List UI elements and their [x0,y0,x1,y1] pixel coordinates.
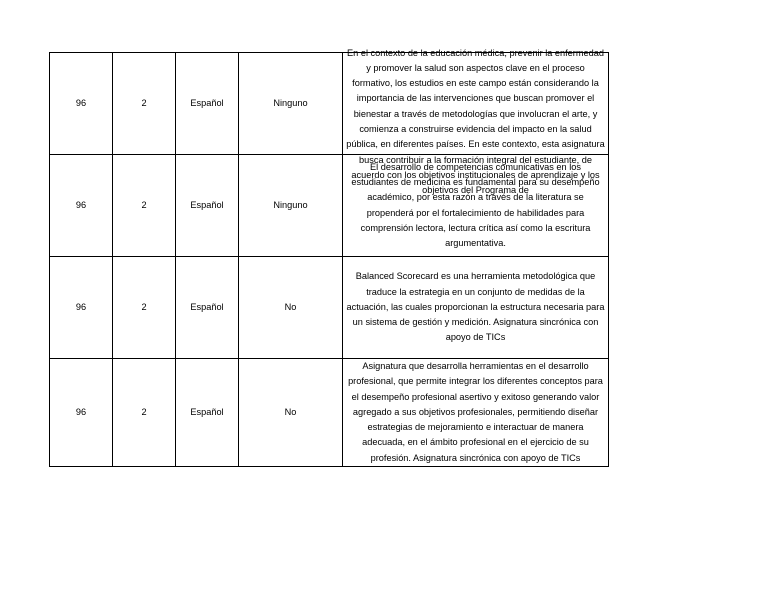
language-cell: Español [176,359,239,467]
description-text: En el contexto de la educación médica, prevenir la enfermedad y promover la salud son aspectos clave en el proceso formativo, los estudios en este campo están considerando la importancia de las intervenciones que buscan promover el bienestar a través de metodologías que involucran el arte, y comienza a construirse evidencia del impacto en la salud pública, en diferentes países. En este contexto, esta asignatura busca contribuir a la formación integral del estudiante, de acuerdo con los objetivos institucionales de aprendizaje y los objetivos del Programa de [346,47,605,196]
hours-cell: 96 [50,257,113,359]
credits-cell: 2 [113,359,176,467]
description-text: Balanced Scorecard es una herramienta metodológica que traduce la estrategia en un conjunto de medidas de la actuación, las cuales proporcionan la estructura necesaria para un sistema de gestión y medición. Asignatura sincrónica con apoyo de TICs [346,271,605,343]
hours-cell: 96 [50,359,113,467]
credits-cell: 2 [113,53,176,155]
description-cell [343,47,609,196]
hours-cell: 96 [50,155,113,257]
prerequisite-cell: Ninguno [239,155,343,257]
prerequisite-cell: No [239,359,343,467]
description-clip [343,47,608,196]
prerequisite-cell: Ninguno [239,53,343,155]
prerequisite-cell: No [239,257,343,359]
course-table [49,47,609,467]
table-row [50,359,609,467]
language-cell: Español [176,53,239,155]
hours-cell: 96 [50,53,113,155]
description-cell [343,257,609,359]
description-text: El desarrollo de competencias comunicativas en los estudiantes de medicina es fundamental para su desempeño académico, por esta razón a través de la literatura se propenderá por el fortalecimiento de habilidades para comprensión lectora, lectura crítica así como la escritura argumentativa. [351,161,600,249]
language-cell: Español [176,257,239,359]
credits-cell: 2 [113,257,176,359]
language-cell: Español [176,155,239,257]
description-cell [343,359,609,467]
credits-cell: 2 [113,155,176,257]
table-row [50,53,609,155]
table-row [50,257,609,359]
description-text: Asignatura que desarrolla herramientas en el desarrollo profesional, que permite integrar los diferentes conceptos para el desempeño profesional asertivo y exitoso generando valor agregado a sus objetivos profesionales, permitiendo diseñar estrategias de mejoramiento e interactuar de manera adecuada, en el ámbito profesional en el ejercicio de su profesión. Asignatura sincrónica con apoyo de TICs [348,361,603,463]
